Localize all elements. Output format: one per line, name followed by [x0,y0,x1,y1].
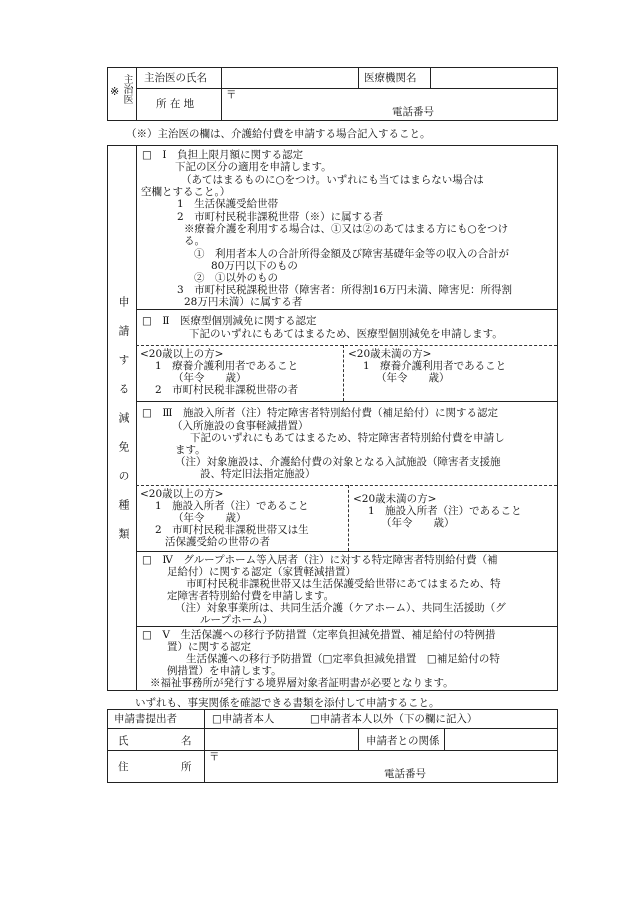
section4-text: ループホーム） [200,614,273,626]
option-other-checkbox[interactable]: □申請者本人以外（下の欄に記入） [310,713,478,725]
section3-text: 下記のいずれにもあてはまるため、特定障害者特別給付費を申請し [190,432,505,444]
submitter-label: 申請書提出者 [114,713,177,725]
section-4 [136,551,557,626]
doctor-side-mark: ※ [110,85,120,98]
option-self-checkbox[interactable]: □申請者本人 [212,713,275,725]
doctor-address-field[interactable] [222,89,557,120]
address-label: 住 所 [118,761,192,773]
doctor-name-label: 主治医の氏名 [144,72,207,84]
section5-note: ※福祉事務所が発行する境界層対象者証明書が必要となります。 [150,677,454,689]
section4-note: （注）対象事業所は、共同生活介護（ケアホーム）、共同生活援助（グ [175,602,506,614]
doctor-address-label: 所 在 地 [156,98,195,110]
doctor-note: （※）主治医の欄は、介護給付費を申請する場合記入すること。 [126,128,431,140]
section-3 [136,401,557,551]
vertical-label: 申請する減免の種類 [117,296,130,557]
section3-right-age: （年令 歳） [381,517,455,529]
relation-label: 申請者との関係 [366,735,440,747]
doctor-table [107,67,558,121]
section1-text: る。 [184,235,205,247]
section5-text: 例措置）を申請します。 [167,665,282,677]
institution-label: 医療機関名 [364,72,417,84]
submitter-phone-label: 電話番号 [384,768,426,780]
section2-right-age: （年令 歳） [376,372,450,384]
submitter-table [107,709,558,783]
section3-text: ます。 [175,444,206,456]
section4-title[interactable]: □ Ⅳ グループホーム等入居者（注）に対する特定障害者特別給付費（補 [142,554,498,566]
section-5 [136,626,557,690]
section3-left-age: （年令 歳） [173,512,247,524]
doctor-name-field[interactable] [222,68,358,88]
attach-note: いずれも、事実関係を確認できる書類を添付して申請すること。 [135,697,440,709]
section1-text: 28万円未満）に属する者 [184,296,303,308]
section1-option-1: 1 生活保護受給世帯 [177,198,279,210]
institution-field[interactable] [431,68,557,88]
section5-text: 置）に関する認定 [167,641,251,653]
section4-text: 定障害者特別給付費を申請します。 [167,590,335,602]
section3-left-heading: <20歳以上の方> [140,488,224,500]
relation-field[interactable] [445,729,557,750]
section3-left-text: 活保護受給の世帯の者 [165,536,270,548]
name-field[interactable] [205,729,357,750]
doctor-phone-label: 電話番号 [392,106,434,118]
reduction-table [107,145,558,691]
section-2 [136,309,557,401]
doctor-postal-mark: 〒 [226,89,237,101]
section1-sub-1: ① 利用者本人の合計所得金額及び障害基礎年金等の収入の合計が [194,248,509,260]
section3-right-heading: <20歳未満の方> [353,493,437,505]
section2-text: 下記のいずれにもあてはまるため、医療型個別減免を申請します。 [189,328,503,340]
section3-text: （入所施設の食事軽減措置） [172,420,309,432]
section4-text: 市町村民税非課税世帯又は生活保護受給世帯にあてはまるため、特 [186,578,501,590]
section3-title[interactable]: □ Ⅲ 施設入所者（注）特定障害者特別給付費（補足給付）に関する認定 [142,407,499,419]
section2-left-age: （年令 歳） [173,372,247,384]
submitter-postal-mark: 〒 [209,751,220,763]
section1-text: 空欄とすること。） [141,186,231,198]
doctor-side-label: 主治医 [121,74,132,104]
vertical-label-cell [108,146,137,690]
section3-right-item-1: 1 施設入所者（注）であること [368,505,522,517]
section1-title[interactable]: □ Ⅰ 負担上限月額に関する認定 [142,149,304,161]
section3-left-item-1: 1 施設入所者（注）であること [155,500,309,512]
section2-left-heading: <20歳以上の方> [140,348,224,360]
doctor-side-cell [108,68,137,120]
section2-right-item-1: 1 療養介護利用者であること [363,360,507,372]
section2-right-heading: <20歳未満の方> [348,348,432,360]
section5-text: 生活保護への移行予防措置（□定率負担減免措置 □補足給付の特 [186,653,500,665]
section-1 [136,146,557,309]
section1-text: ※療養介護を利用する場合は、①又は②のあてはまる方にも○をつけ [184,223,509,235]
section3-note: （注）対象施設は、介護給付費の対象となる入試施設（障害者支援施 [175,456,501,468]
section2-left-item-1: 1 療養介護利用者であること [155,360,299,372]
section1-sub-2: ② ①以外のもの [194,272,278,284]
section1-text: 下記の区分の適用を申請します。 [175,161,332,173]
section2-title[interactable]: □ Ⅱ 医療型個別減免に関する認定 [142,315,317,327]
section5-title[interactable]: □ Ⅴ 生活保護への移行予防措置（定率負担減免措置、補足給付の特例措 [142,629,496,641]
section3-left-item-2: 2 市町村民税非課税世帯又は生 [155,524,309,536]
section3-text: 設、特定旧法指定施設） [200,468,316,480]
section1-option-3: 3 市町村民税課税世帯（障害者：所得割16万円未満、障害児：所得割 [177,284,513,296]
section2-left-item-2: 2 市町村民税非課税世帯の者 [155,384,299,396]
section4-text: 足給付）に関する認定（家賃軽減措置） [167,566,356,578]
address-field[interactable] [205,751,557,782]
name-label: 氏 名 [118,735,192,747]
section1-option-2: 2 市町村民税非課税世帯（※）に属する者 [177,211,384,223]
section1-text: （あてはまるものに○をつけ。いずれにも当てはまらない場合は [181,174,484,186]
section1-text: 80万円以下のもの [211,260,298,272]
